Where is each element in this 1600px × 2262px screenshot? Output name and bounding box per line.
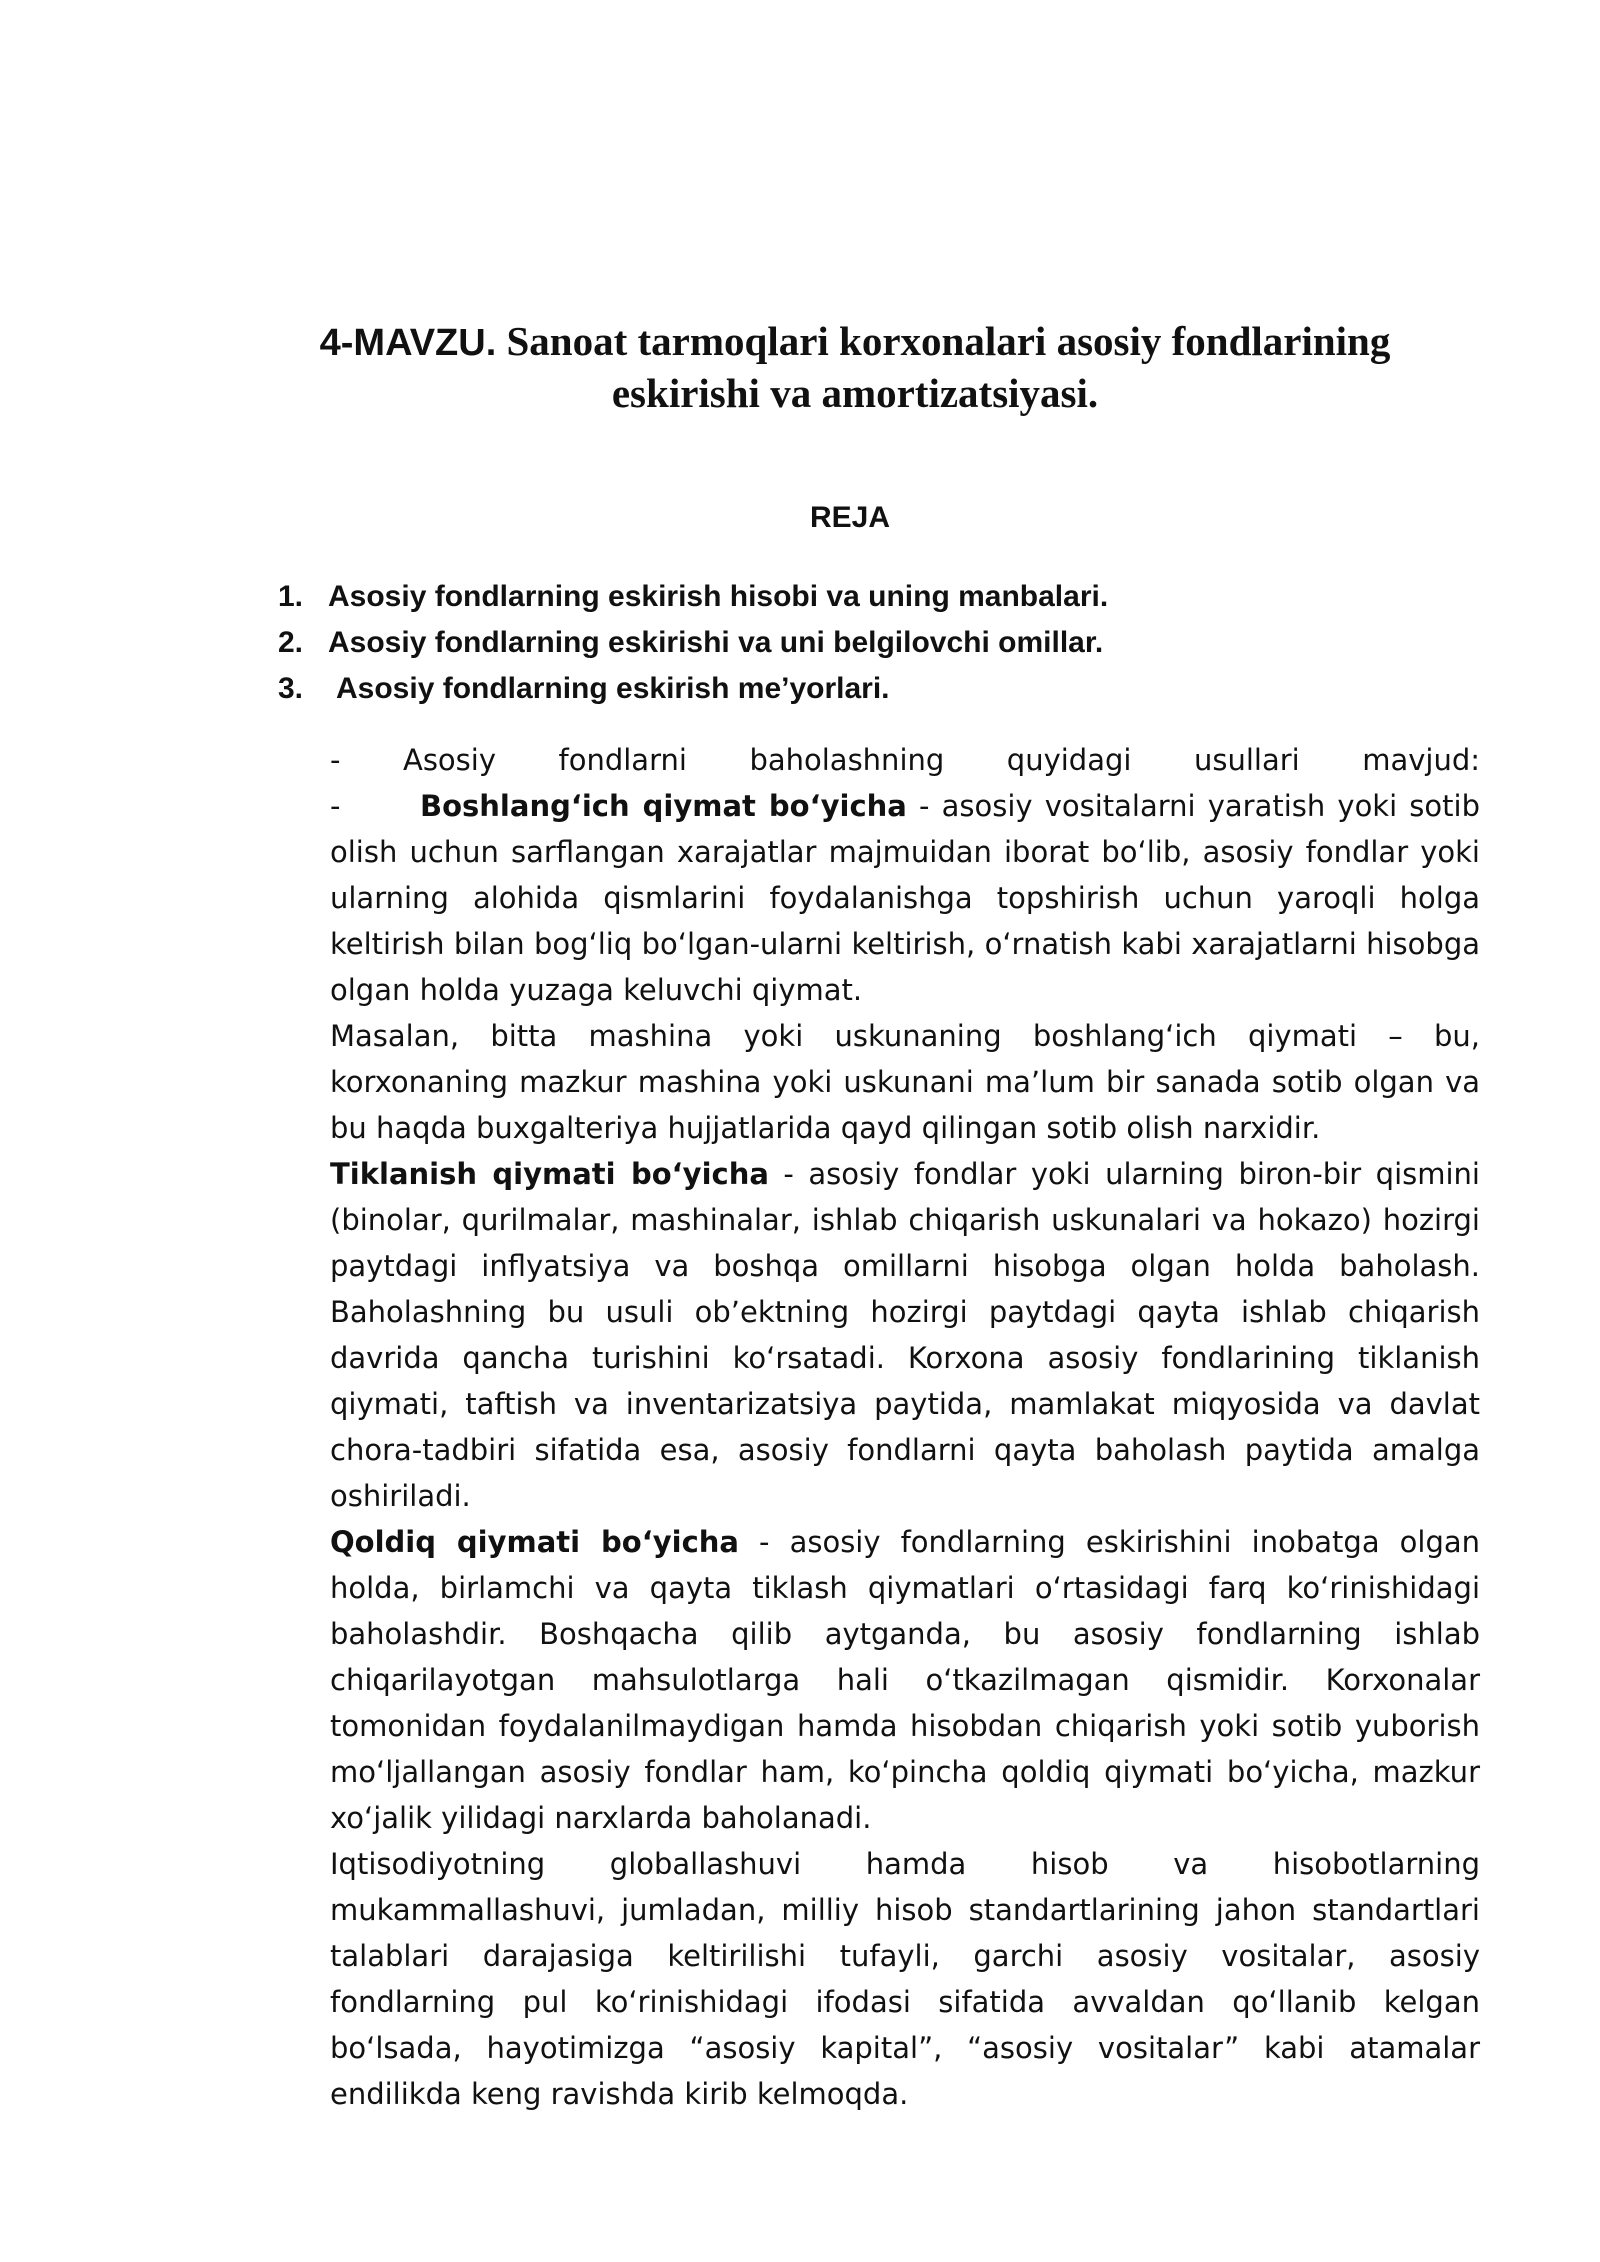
title-line-2: eskirishi va amortizatsiyasi. <box>611 370 1099 416</box>
term-residual-value: Qoldiq qiymati bo‘yicha <box>330 1525 739 1559</box>
plan-item-text: Asosiy fondlarning eskirish me’yorlari. <box>336 672 890 705</box>
plan-item-number: 3. <box>278 672 304 705</box>
term-replacement-value: Tiklanish qiymati bo‘yicha <box>330 1157 769 1191</box>
title-topic-number: 4-MAVZU. <box>319 322 497 364</box>
title-line-1 <box>160 316 1550 368</box>
page-title <box>160 316 1550 418</box>
paragraph-globalization <box>330 1841 1480 2117</box>
paragraph-example <box>330 1013 1480 1151</box>
title-text-1: Sanoat tarmoqlari korxonalari asosiy fondlarining <box>506 318 1391 364</box>
plan-heading: REJA <box>810 501 891 534</box>
paragraph-dash: - <box>330 789 341 823</box>
plan-item-1 <box>278 574 1108 620</box>
term-initial-value: Boshlang‘ich qiymat bo‘yicha <box>420 789 907 823</box>
intro-text: Asosiy fondlarni baholashning quyidagi usullari mavjud: <box>402 743 1480 777</box>
paragraph-text: - asosiy fondlarning eskirishini inobatga olgan holda, birlamchi va qayta tiklash qiymatlari o‘rtasidagi farq ko‘rinishidagi baholashdir. Boshqacha qilib aytganda, bu asosiy fondlarning ishlab chiqarilayotgan mahsulotlarga hali o‘tkazilmagan qismidir. Korxonalar tomonidan foydalanilmaydigan hamda hisobdan chiqarish yoki sotib yuborish mo‘ljallangan asosiy fondlar ham, ko‘pincha qoldiq qiymati bo‘yicha, mazkur xo‘jalik yilidagi narxlarda baholanadi. <box>330 1525 1481 1835</box>
paragraph-replacement-value <box>330 1151 1480 1519</box>
paragraph-text: Iqtisodiyotning globallashuvi hamda hisob va hisobotlarning mukammallashuvi, jumladan, milliy hisob standartlarining jahon standartlari talablari darajasiga keltirilishi tufayli, garchi asosiy vositalar, asosiy fondlarning pul ko‘rinishidagi ifodasi sifatida avvaldan qo‘llanib kelgan bo‘lsada, hayotimizga “asosiy kapital”, “asosiy vositalar” kabi atamalar endilikda keng ravishda kirib kelmoqda. <box>330 1847 1480 2111</box>
intro-paragraph <box>330 737 1480 783</box>
intro-dash: - <box>330 743 341 777</box>
paragraph-text: - asosiy fondlar yoki ularning biron-bir qismini (binolar, qurilmalar, mashinalar, ishlab chiqarish uskunalari va hokazo) hozirgi paytdagi inflyatsiya va boshqa omillarni hisobga olgan holda baholash. Baholashning bu usuli ob’ektning hozirgi paytdagi qayta ishlab chiqarish davrida qancha turishini ko‘rsatadi. Korxona asosiy fondlarining tiklanish qiymati, taftish va inventarizatsiya paytida, mamlakat miqyosida va davlat chora-tadbiri sifatida esa, asosiy fondlarni qayta baholash paytida amalga oshiriladi. <box>330 1157 1480 1513</box>
paragraph-initial-value <box>330 783 1480 1013</box>
plan-item-text: Asosiy fondlarning eskirishi va uni belgilovchi omillar. <box>328 626 1104 659</box>
plan-item-number: 2. <box>278 626 304 659</box>
paragraph-text: Masalan, bitta mashina yoki uskunaning boshlang‘ich qiymati – bu, korxonaning mazkur mashina yoki uskunani ma’lum bir sanada sotib olgan va bu haqda buxgalteriya hujjatlarida qayd qilingan sotib olish narxidir. <box>330 1019 1480 1145</box>
paragraph-residual-value <box>330 1519 1480 1841</box>
plan-item-text: Asosiy fondlarning eskirish hisobi va uning manbalari. <box>328 580 1109 613</box>
plan-item-2 <box>278 620 1108 666</box>
plan-item-3 <box>278 666 1108 712</box>
plan-list <box>278 574 1108 712</box>
body-text <box>330 737 1480 2117</box>
plan-item-number: 1. <box>278 580 304 613</box>
paragraph-text: - asosiy vositalarni yaratish yoki sotib olish uchun sarflangan xarajatlar majmuidan iborat bo‘lib, asosiy fondlar yoki ularning alohida qismlarini foydalanishga topshirish uchun yaroqli holga keltirish bilan bog‘liq bo‘lgan-ularni keltirish, o‘rnatish kabi xarajatlarni hisobga olgan holda yuzaga keluvchi qiymat. <box>330 789 1480 1007</box>
